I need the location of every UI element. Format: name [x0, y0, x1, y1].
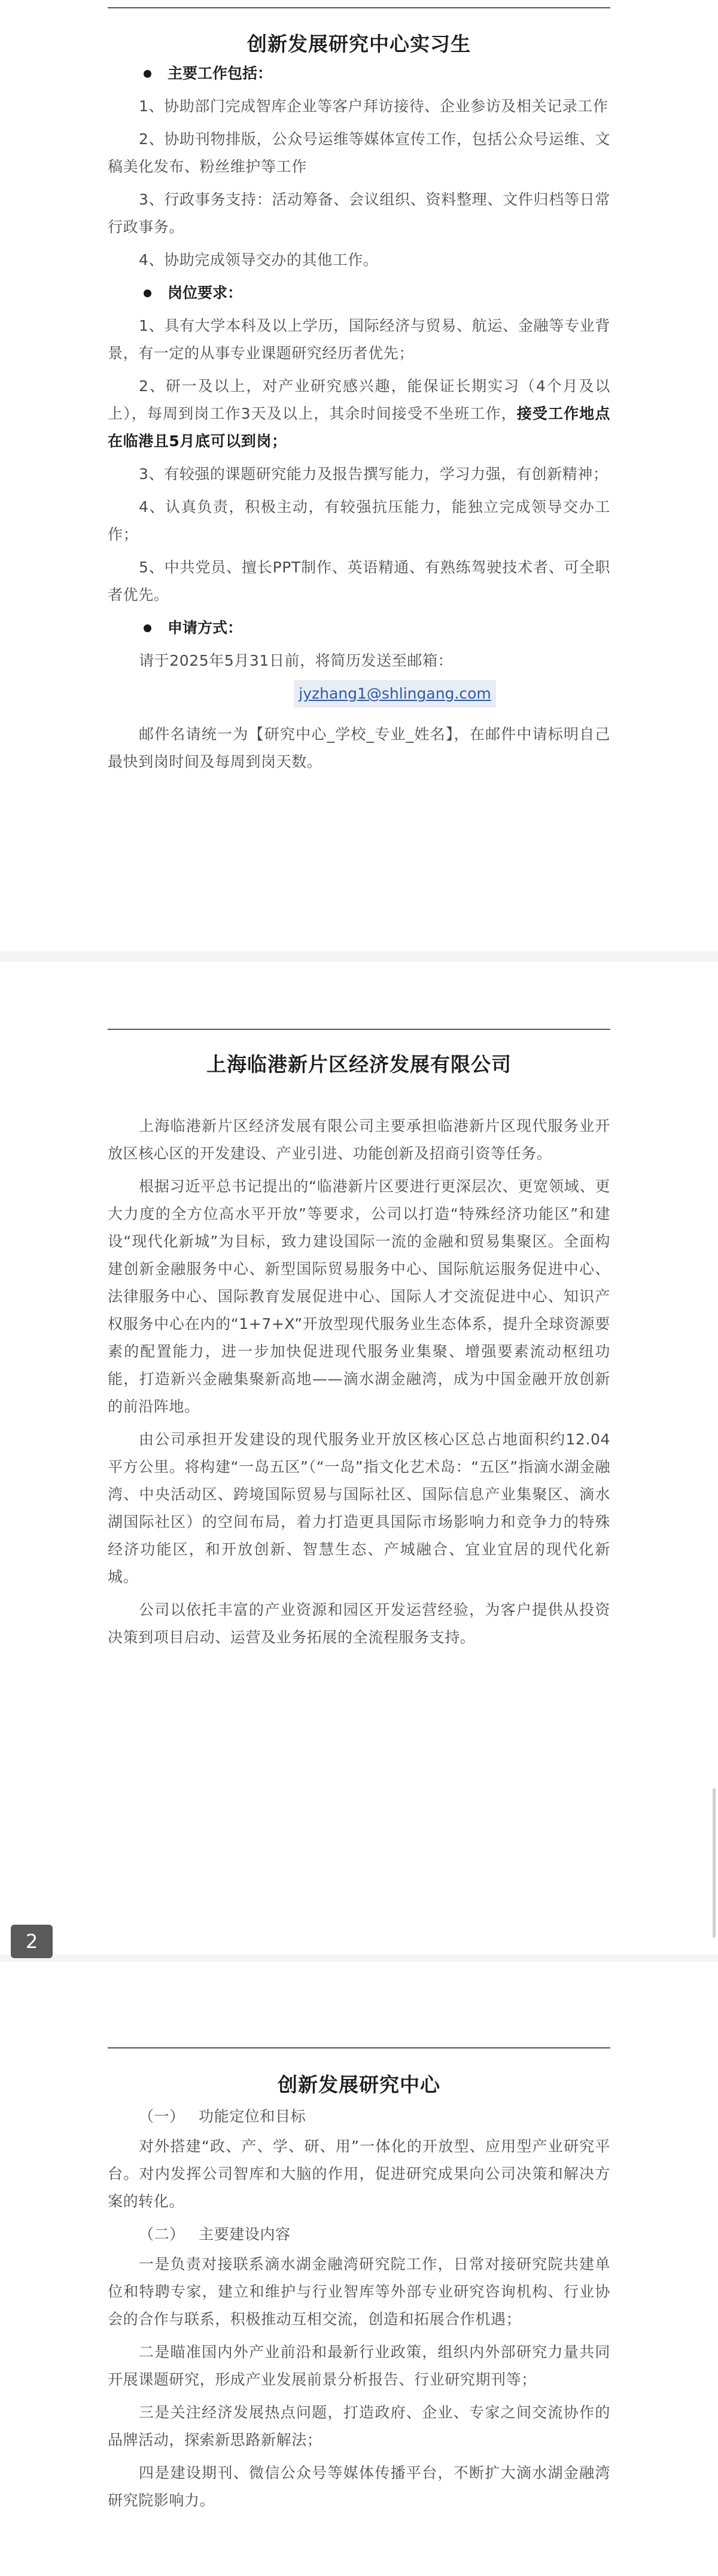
requirement-item: 1、具有大学本科及以上学历，国际经济与贸易、航运、金融等专业背景，有一定的从事专业课题研究经历者优先； — [108, 317, 610, 362]
section-item: 三是关注经济发展热点问题，打造政府、企业、专家之间交流协作的品牌活动，探索新思路新解法； — [108, 2404, 610, 2449]
top-divider — [108, 2047, 610, 2048]
section-text: 对外搭建“政、产、学、研、用”一体化的开放型、应用型产业研究平台。对内发挥公司智库和大脑的作用，促进研究成果向公司决策和解决方案的转化。 — [108, 2138, 610, 2210]
page-title: 上海临港新片区经济发展有限公司 — [206, 1053, 512, 1076]
requirement-item: 5、中共党员、擅长PPT制作、英语精通、有熟练驾驶技术者、可全职者优先。 — [108, 559, 610, 603]
section-item: 一是负责对接联系滴水湖金融湾研究院工作，日常对接研究院共建单位和特聘专家，建立和维护与行业智库等外部专业研究咨询机构、行业协会的合作与联系，积极推动互相交流，创造和拓展合作机遇； — [108, 2255, 610, 2328]
section-heading: （二） 主要建设内容 — [139, 2226, 291, 2243]
page-title: 创新发展研究中心实习生 — [247, 32, 471, 56]
document-page-3 — [0, 1962, 718, 2576]
email-link[interactable]: jyzhang1@shlingang.com — [294, 680, 496, 708]
page-2-body — [108, 1112, 610, 1657]
page-title: 创新发展研究中心 — [278, 2073, 440, 2096]
company-paragraph: 由公司承担开发建设的现代服务业开放区核心区总占地面积约12.04平方公里。将构建“一岛五区”（“一岛”指文化艺术岛：“五区”指滴水湖金融湾、中央活动区、跨境国际贸易与国际社区、国际信息产业集聚区、滴水湖国际社区）的空间布局，着力打造更具国际市场影响力和竞争力的特殊经济功能区，和开放创新、智慧生态、产城融合、宜业宜居的现代化新城。 — [108, 1431, 610, 1586]
section-heading: （一） 功能定位和目标 — [139, 2108, 306, 2125]
page-3-body — [108, 2103, 610, 2520]
section-item: 二是瞄准国内外产业前沿和最新行业政策，组织内外部研究力量共同开展课题研究，形成产业发展前景分析报告、行业研究期刊等； — [108, 2343, 610, 2388]
bullet-icon — [144, 624, 151, 632]
document-page-2 — [0, 962, 718, 1955]
work-item: 4、协助完成领导交办的其他工作。 — [139, 251, 379, 269]
apply-text: 请于2025年5月31日前，将简历发送至邮箱： — [139, 652, 454, 669]
apply-note: 邮件名请统一为【研究中心_学校_专业_姓名】，在邮件中请标明自己最快到岗时间及每周到岗天数。 — [108, 725, 610, 770]
section-item: 四是建设期刊、微信公众号等媒体传播平台，不断扩大滴水湖金融湾研究院影响力。 — [108, 2464, 610, 2509]
top-divider — [108, 7, 610, 8]
company-paragraph: 根据习近平总书记提出的“临港新片区要进行更深层次、更宽领域、更大力度的全方位高水平开放”等要求，公司以打造“特殊经济功能区”和建设“现代化新城”为目标，致力建设国际一流的金融和贸易集聚区。全面构建创新金融服务中心、新型国际贸易服务中心、国际航运服务促进中心、法律服务中心、国际教育发展促进中心、国际人才交流促进中心、知识产权服务中心在内的“1+7+X”开放型现代服务业生态体系，提升全球资源要素的配置能力，进一步加快促进现代服务业集聚、增强要素流动枢纽功能，打造新兴金融集聚新高地——滴水湖金融湾，成为中国金融开放创新的前沿阵地。 — [108, 1178, 610, 1415]
bullet-icon — [144, 70, 151, 78]
bullet-icon — [144, 289, 151, 297]
page-1-body — [108, 60, 610, 781]
apply-heading: 申请方式： — [108, 614, 610, 642]
requirement-emphasis: 接受工作地点在临港且5月底可以到岗； — [108, 405, 611, 450]
requirement-item: 2、研一及以上，对产业研究感兴趣，能保证长期实习（4个月及以上），每周到岗工作3天及以上，其余时间接受不坐班工作，接受工作地点在临港且5月底可以到岗； — [108, 377, 611, 450]
email-row — [108, 680, 610, 708]
work-item: 2、协助刊物排版，公众号运维等媒体宣传工作，包括公众号运维、文稿美化发布、粉丝维护等工作 — [108, 130, 610, 175]
requirements-heading: 岗位要求： — [108, 279, 610, 307]
requirement-item: 3、有较强的课题研究能力及报告撰写能力，学习力强，有创新精神； — [139, 465, 609, 483]
company-paragraph: 公司以依托丰富的产业资源和园区开发运营经验，为客户提供从投资决策到项目启动、运营及业务拓展的全流程服务支持。 — [108, 1601, 610, 1646]
top-divider — [108, 1029, 610, 1030]
work-heading: 主要工作包括： — [108, 60, 610, 87]
page-number-badge: 2 — [11, 1925, 53, 1958]
work-item: 3、行政事务支持：活动筹备、会议组织、资料整理、文件归档等日常行政事务。 — [108, 191, 610, 236]
scrollbar[interactable] — [713, 1788, 716, 1938]
requirement-item: 4、认真负责，积极主动，有较强抗压能力，能独立完成领导交办工作； — [108, 498, 610, 543]
work-item: 1、协助部门完成智库企业等客户拜访接待、企业参访及相关记录工作 — [139, 97, 609, 115]
company-paragraph: 上海临港新片区经济发展有限公司主要承担临港新片区现代服务业开放区核心区的开发建设、产业引进、功能创新及招商引资等任务。 — [108, 1117, 610, 1162]
document-page-1 — [0, 0, 718, 951]
